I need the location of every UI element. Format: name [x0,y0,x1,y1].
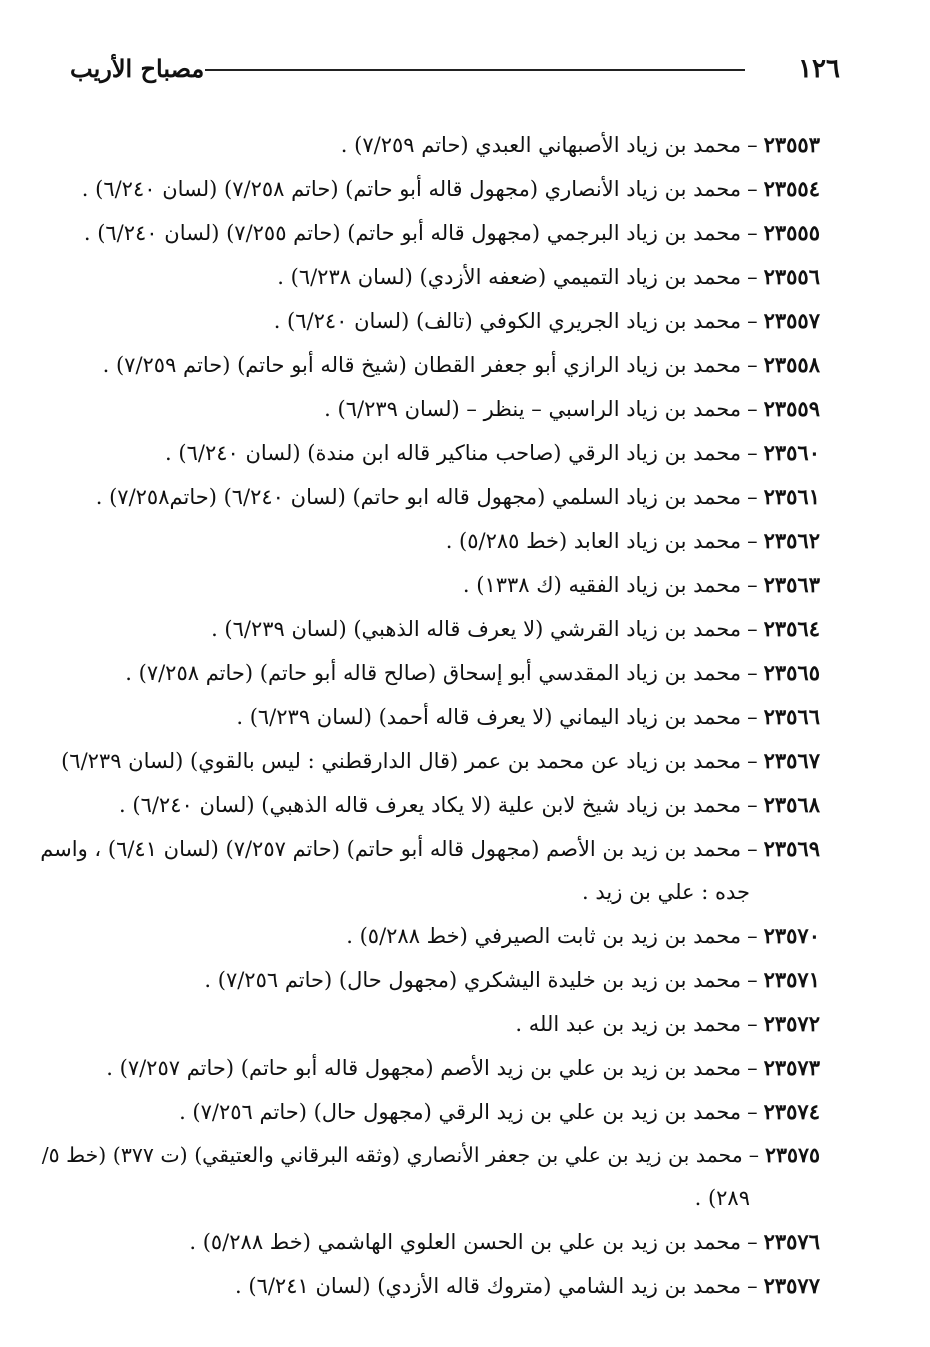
list-item [50,475,820,519]
page-header [70,52,840,92]
entry-text: محمد بن زياد الأنصاري (مجهول قاله أبو حاتم) (حاتم ٧/٢٥٨) (لسان ٦/٢٤٠) . [81,177,742,201]
list-item [50,1220,820,1264]
entry-text: محمد بن زياد الجريري الكوفي (تالف) (لسان ٦/٢٤٠) . [273,309,742,333]
entry-dash: – [747,485,758,509]
entry-continuation: ٢٨٩) . [694,1186,750,1210]
entry-number: ٢٣٥٧١ [763,967,820,992]
list-item [50,343,820,387]
list-item [50,958,820,1002]
list-item [50,1264,820,1308]
entry-text: محمد بن زيد بن علي بن جعفر الأنصاري (وثقه البرقاني والعتيقي) (ت ٣٧٧) (خط ٥/ [41,1143,743,1167]
entry-text: محمد بن زيد بن علي بن زيد الأصم (مجهول قاله أبو حاتم) (حاتم ٧/٢٥٧) . [106,1056,742,1080]
entry-dash: – [747,221,758,245]
entry-number: ٢٣٥٦٥ [763,660,820,685]
entry-number: ٢٣٥٧٥ [764,1143,820,1167]
entry-number: ٢٣٥٧٦ [763,1229,820,1254]
list-item [50,914,820,958]
entry-text: محمد بن زيد بن الأصم (مجهول قاله أبو حاتم) (حاتم ٧/٢٥٧) (لسان ٦/٤١) ، واسم [40,837,742,861]
list-item [50,783,820,827]
list-item [50,1090,820,1134]
list-item [40,827,820,871]
entry-number: ٢٣٥٦٤ [763,616,820,641]
entry-text: محمد بن زياد التميمي (ضعفه الأزدي) (لسان ٦/٢٣٨) . [277,265,742,289]
entry-text: محمد بن زياد اليماني (لا يعرف قاله أحمد) (لسان ٦/٢٣٩) . [236,705,742,729]
list-item [50,651,820,695]
list-item [41,1134,820,1177]
entry-text: محمد بن زياد الراسبي – ينظر – (لسان ٦/٢٣٩) . [324,397,742,421]
entry-dash: – [748,1143,759,1167]
entry-dash: – [747,705,758,729]
list-item [50,431,820,475]
list-item [50,695,820,739]
entry-number: ٢٣٥٥٦ [763,264,820,289]
entry-text: محمد بن زياد عن محمد بن عمر (قال الدارقطني : ليس بالقوي) (لسان ٦/٢٣٩) [61,749,742,773]
entry-text: محمد بن زياد القرشي (لا يعرف قاله الذهبي) (لسان ٦/٢٣٩) . [211,617,742,641]
entry-number: ٢٣٥٦٨ [763,792,820,817]
list-item [50,255,820,299]
entry-dash: – [747,924,758,948]
page-number: ١٢٦ [798,54,840,84]
entry-text: محمد بن زياد البرجمي (مجهول قاله أبو حاتم) (حاتم ٧/٢٥٥) (لسان ٦/٢٤٠) . [83,221,742,245]
list-item [50,1046,820,1090]
entry-text: محمد بن زيد بن عبد الله . [515,1012,742,1036]
entry-text: محمد بن زياد الرقي (صاحب مناكير قاله ابن مندة) (لسان ٦/٢٤٠) . [165,441,742,465]
entry-number: ٢٣٥٥٥ [763,220,820,245]
entry-text: محمد بن زيد الشامي (متروك قاله الأزدي) (لسان ٦/٢٤١) . [235,1274,742,1298]
list-item [50,299,820,343]
entry-dash: – [747,177,758,201]
entry-number: ٢٣٥٦٩ [763,836,820,861]
entry-dash: – [747,617,758,641]
entry-dash: – [747,309,758,333]
entry-dash: – [747,1012,758,1036]
entry-text: محمد بن زيد بن علي بن زيد الرقي (مجهول حال) (حاتم ٧/٢٥٦) . [179,1100,742,1124]
entry-text: محمد بن زياد الفقيه (ك ١٣٣٨) . [462,573,742,597]
entry-dash: – [747,1056,758,1080]
entry-number: ٢٣٥٦١ [763,484,820,509]
entry-dash: – [747,968,758,992]
list-item [50,519,820,563]
entry-dash: – [747,1274,758,1298]
entry-dash: – [747,265,758,289]
entry-dash: – [747,793,758,817]
book-title: مصباح الأريب [70,54,205,83]
entry-text: محمد بن زياد الأصبهاني العبدي (حاتم ٧/٢٥٩) . [340,133,742,157]
list-item [50,607,820,651]
entry-number: ٢٣٥٧٤ [763,1099,820,1124]
entry-number: ٢٣٥٥٣ [763,132,820,157]
entry-dash: – [747,749,758,773]
entry-number: ٢٣٥٧٠ [763,923,820,948]
list-item [50,1002,820,1046]
entry-list [40,123,820,1308]
entry-dash: – [747,397,758,421]
entry-number: ٢٣٥٦٣ [763,572,820,597]
entry-number: ٢٣٥٧٧ [763,1273,820,1298]
entry-text: محمد بن زيد بن علي بن الحسن العلوي الهاشمي (خط ٥/٢٨٨) . [189,1230,742,1254]
entry-number: ٢٣٥٥٨ [763,352,820,377]
list-item [50,387,820,431]
entry-number: ٢٣٥٥٧ [763,308,820,333]
entry-dash: – [747,573,758,597]
entry-number: ٢٣٥٧٢ [763,1011,820,1036]
entry-text: محمد بن زيد بن ثابت الصيرفي (خط ٥/٢٨٨) . [346,924,742,948]
entry-continuation: جده : علي بن زيد . [582,880,750,904]
entry-dash: – [747,441,758,465]
entry-text: محمد بن زياد المقدسي أبو إسحاق (صالح قاله أبو حاتم) (حاتم ٧/٢٥٨) . [125,661,742,685]
entry-number: ٢٣٥٥٤ [763,176,820,201]
entry-dash: – [747,1230,758,1254]
entry-dash: – [747,529,758,553]
header-rule [205,69,745,71]
entry-dash: – [747,353,758,377]
entry-number: ٢٣٥٦٦ [763,704,820,729]
entry-text: محمد بن زياد شيخ لابن علية (لا يكاد يعرف قاله الذهبي) (لسان ٦/٢٤٠) . [119,793,742,817]
entry-text: محمد بن زيد بن خليدة اليشكري (مجهول حال) (حاتم ٧/٢٥٦) . [204,968,742,992]
entry-dash: – [747,837,758,861]
entry-text: محمد بن زياد الرازي أبو جعفر القطان (شيخ قاله أبو حاتم) (حاتم ٧/٢٥٩) . [102,353,742,377]
entry-dash: – [747,661,758,685]
list-item [50,167,820,211]
entry-text: محمد بن زياد السلمي (مجهول قاله ابو حاتم) (لسان ٦/٢٤٠) (حاتم٧/٢٥٨) . [95,485,742,509]
entry-dash: – [747,133,758,157]
entry-text: محمد بن زياد العابد (خط ٥/٢٨٥) . [445,529,742,553]
list-item [50,123,820,167]
entry-number: ٢٣٥٦٧ [763,748,820,773]
entry-number: ٢٣٥٦٢ [763,528,820,553]
entry-dash: – [747,1100,758,1124]
list-item [50,739,820,783]
entry-number: ٢٣٥٦٠ [763,440,820,465]
list-item [50,211,820,255]
entry-number: ٢٣٥٥٩ [763,396,820,421]
entry-number: ٢٣٥٧٣ [763,1055,820,1080]
list-item [50,563,820,607]
